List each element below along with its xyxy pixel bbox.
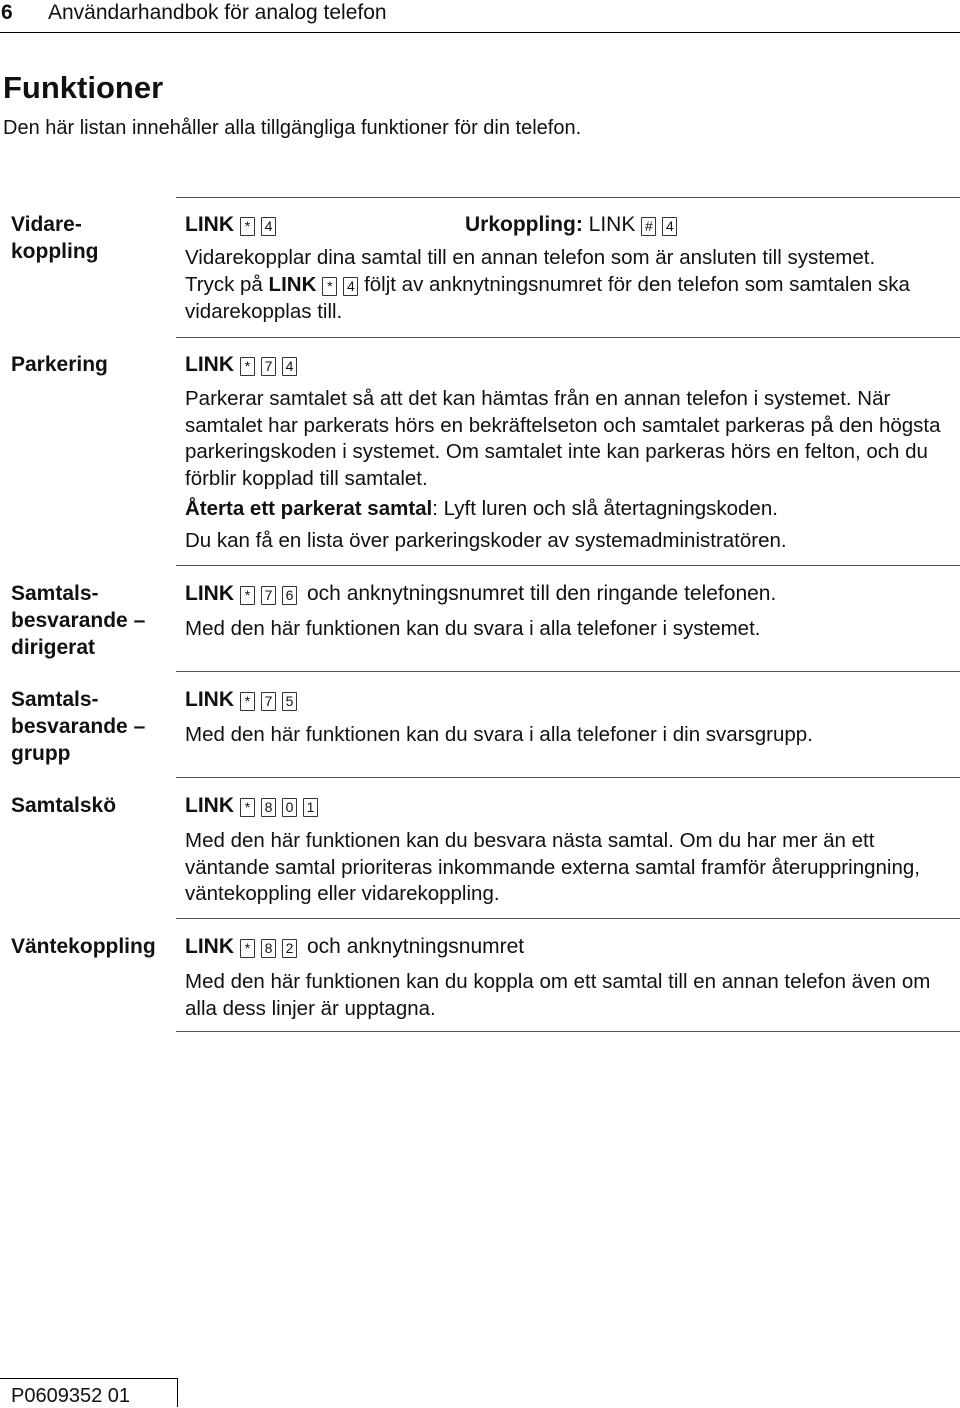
- row-divider: [176, 671, 960, 672]
- digit-key-icon: 2: [282, 939, 297, 958]
- command-suffix: och anknytningsnumret till den ringande telefonen.: [307, 582, 777, 605]
- function-description: Vidarekopplar dina samtal till en annan telefon som är ansluten till systemet.: [185, 246, 876, 269]
- manual-title: Användarhandbok för analog telefon: [48, 1, 387, 24]
- digit-key-icon: 4: [343, 277, 358, 296]
- function-label-vantekoppling: Väntekoppling: [11, 935, 156, 958]
- function-command: [185, 686, 297, 713]
- function-admin-note: Du kan få en lista över parkeringskoder av systemadministratören.: [185, 529, 787, 552]
- digit-key-icon: 6: [282, 586, 297, 605]
- function-command: [185, 351, 297, 378]
- digit-key-icon: 5: [282, 692, 297, 711]
- function-command: [185, 933, 524, 960]
- link-key: LINK: [185, 353, 234, 376]
- digit-key-icon: 4: [282, 357, 297, 376]
- row-divider: [176, 1031, 960, 1032]
- function-description: Med den här funktionen kan du koppla om ett samtal till en annan telefon även om alla dess linjer är upptagna.: [185, 970, 931, 1020]
- link-key: LINK: [185, 935, 234, 958]
- digit-key-icon: 8: [261, 939, 276, 958]
- function-description: Med den här funktionen kan du svara i alla telefoner i systemet.: [185, 617, 761, 640]
- section-title: Funktioner: [3, 70, 164, 105]
- link-key: LINK: [268, 273, 317, 296]
- digit-key-icon: 4: [662, 217, 677, 236]
- star-key-icon: *: [240, 217, 255, 236]
- cancel-label: Urkoppling:: [465, 213, 583, 236]
- link-key: LINK: [185, 688, 234, 711]
- link-key: LINK: [185, 794, 234, 817]
- digit-key-icon: 1: [303, 798, 318, 817]
- star-key-icon: *: [240, 586, 255, 605]
- function-description: Med den här funktionen kan du svara i alla telefoner i din svarsgrupp.: [185, 723, 813, 746]
- star-key-icon: *: [240, 692, 255, 711]
- link-key: LINK: [185, 582, 234, 605]
- row-divider: [176, 918, 960, 919]
- hash-key-icon: #: [641, 217, 656, 236]
- digit-key-icon: 8: [261, 798, 276, 817]
- function-command: [185, 792, 318, 819]
- link-key: LINK: [185, 213, 234, 236]
- function-label-parkering: Parkering: [11, 353, 108, 376]
- function-retrieve-note: Återta ett parkerat samtal: Lyft luren och slå återtagningskoden.: [185, 497, 778, 520]
- function-label-vidarekoppling: Vidare- koppling: [11, 213, 99, 263]
- command-suffix: och anknytningsnumret: [307, 935, 525, 958]
- footer-divider-vertical: [177, 1378, 178, 1407]
- section-intro: Den här listan innehåller alla tillgängliga funktioner för din telefon.: [3, 117, 582, 139]
- digit-key-icon: 4: [261, 217, 276, 236]
- digit-key-icon: 7: [261, 357, 276, 376]
- row-divider: [176, 565, 960, 566]
- star-key-icon: *: [322, 277, 337, 296]
- page-header: [0, 0, 960, 30]
- function-command: [185, 580, 776, 607]
- cancel-command: [465, 211, 677, 238]
- star-key-icon: *: [240, 939, 255, 958]
- digit-key-icon: 0: [282, 798, 297, 817]
- page-number: 6: [1, 1, 13, 24]
- star-key-icon: *: [240, 357, 255, 376]
- document-number: P0609352 01: [11, 1385, 131, 1407]
- function-label-grupp: Samtals- besvarande – grupp: [11, 688, 146, 765]
- function-description: Med den här funktionen kan du besvara nästa samtal. Om du har mer än ett väntande samtal prioriteras inkommande externa samtal framför återuppringning, väntekoppling eller vidarekoppling.: [185, 829, 920, 905]
- link-key: LINK: [588, 213, 636, 236]
- footer-divider: [0, 1378, 178, 1379]
- row-divider: [176, 197, 960, 198]
- function-instruction: Tryck på LINK * 4 följt av anknytningsnumret för den telefon som samtalen ska vidarekopplas till.: [185, 273, 910, 323]
- function-label-samtalsko: Samtalskö: [11, 794, 117, 817]
- star-key-icon: *: [240, 798, 255, 817]
- digit-key-icon: 7: [261, 586, 276, 605]
- function-command: [185, 211, 276, 238]
- header-divider: [0, 32, 960, 33]
- function-description: Parkerar samtalet så att det kan hämtas från en annan telefon i systemet. När samtalet har parkerats hörs en bekräftelseton och samtalet parkeras på den högsta parkeringskoden i systemet. Om samtalet inte kan parkeras hörs en felton, och du förblir kopplad till samtalet.: [185, 387, 941, 490]
- row-divider: [176, 337, 960, 338]
- digit-key-icon: 7: [261, 692, 276, 711]
- function-label-dirigerat: Samtals- besvarande – dirigerat: [11, 582, 146, 659]
- row-divider: [176, 777, 960, 778]
